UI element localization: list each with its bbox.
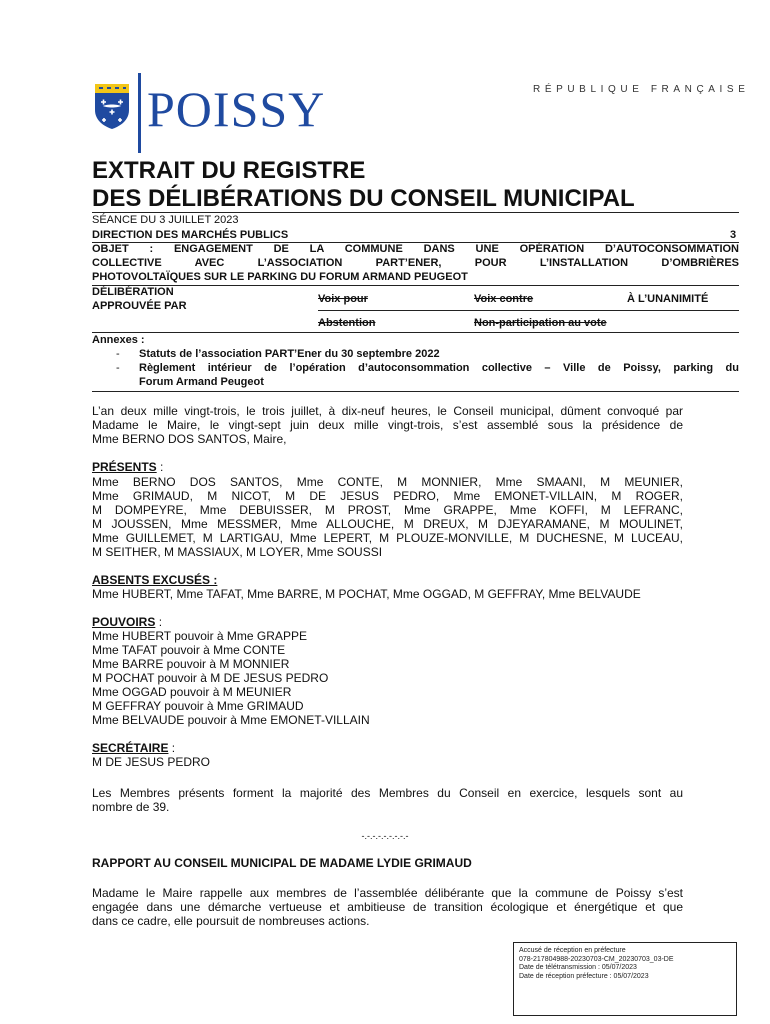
pouvoir-line-3: Mme BARRE pouvoir à M MONNIER (92, 657, 290, 671)
vote-non-participation: Non-participation au vote (474, 317, 607, 329)
rapport-line-1: Madame le Maire rappelle aux membres de l’assemblée délibérante que la commune de Poissy s’est (92, 886, 683, 900)
pouvoir-line-4: M POCHAT pouvoir à M DE JESUS PEDRO (92, 671, 329, 685)
pouvoir-line-5: Mme OGGAD pouvoir à M MEUNIER (92, 685, 292, 699)
absents-heading: ABSENTS EXCUSÉS : (92, 573, 218, 587)
pouvoirs-colon: : (155, 615, 163, 629)
pouvoir-line-6: M GEFFRAY pouvoir à Mme GRIMAUD (92, 699, 304, 713)
presents-colon: : (156, 460, 164, 474)
vote-abstention: Abstention (318, 317, 376, 329)
direction-label: DIRECTION DES MARCHÉS PUBLICS (92, 229, 289, 241)
pouvoir-line-7: Mme BELVAUDE pouvoir à Mme EMONET-VILLAIN (92, 713, 370, 727)
vote-rule (318, 310, 739, 311)
annexes-label: Annexes : (92, 334, 145, 346)
vote-voix-pour: Voix pour (318, 293, 368, 305)
stamp-line-3: Date de télétransmission : 05/07/2023 (519, 964, 637, 971)
annex-item-2-cont: Forum Armand Peugeot (139, 376, 264, 388)
document-title (92, 157, 742, 213)
annexes-rule (92, 391, 739, 392)
title-rule (92, 212, 739, 213)
title-line-1: EXTRAIT DU REGISTRE (92, 157, 366, 184)
rapport-heading: RAPPORT AU CONSEIL MUNICIPAL DE MADAME LYDIE GRIMAUD (92, 856, 472, 870)
logo-divider (138, 73, 141, 153)
intro-line-2: Madame le Maire, le vingt-sept juin deux mille vingt-trois, s’est assemblé sous la présidence de (92, 418, 683, 432)
pouvoirs-heading (92, 615, 162, 630)
presents-line-1: Mme BERNO DOS SANTOS, Mme CONTE, M MONNIER, Mme SMAANI, M MEUNIER, (92, 475, 683, 489)
secretaire-heading (92, 741, 175, 756)
secretaire-colon: : (168, 741, 176, 755)
vote-bottom-rule (92, 332, 739, 333)
annex-bullet-2: - (116, 362, 120, 374)
presents-heading (92, 460, 163, 475)
objet-line-2: COLLECTIVE AVEC L’ASSOCIATION PART’ENER, POUR L’INSTALLATION D’OMBRIÈRES (92, 257, 739, 269)
prefecture-receipt-stamp (513, 942, 737, 1016)
objet-rule (92, 285, 739, 286)
rapport-line-2: engagée dans une démarche vertueuse et ambitieuse de transition écologique et énergétique et que (92, 900, 683, 914)
presents-heading-label: PRÉSENTS (92, 460, 157, 474)
vote-voix-contre: Voix contre (474, 293, 534, 305)
vote-label-1: DÉLIBÉRATION (92, 286, 174, 298)
title-line-2: DES DÉLIBÉRATIONS DU CONSEIL MUNICIPAL (92, 185, 635, 212)
presents-line-5: Mme GUILLEMET, M LARTIGAU, Mme LEPERT, M PLOUZE-MONVILLE, M DUCHESNE, M LUCEAU, (92, 531, 683, 545)
stamp-line-1: Accusé de réception en préfecture (519, 947, 626, 954)
presents-line-6: M SEITHER, M MASSIAUX, M LOYER, Mme SOUSSI (92, 545, 383, 559)
objet-line-3: PHOTOVOLTAÏQUES SUR LE PARKING DU FORUM ARMAND PEUGEOT (92, 271, 468, 283)
secretaire-name: M DE JESUS PEDRO (92, 755, 211, 769)
secretaire-heading-label: SECRÉTAIRE (92, 741, 169, 755)
section-separator: -.-.-.-.-.-.-.-.- (361, 831, 409, 841)
stamp-line-2: 078-217804988-20230703-CM_20230703_03-DE (519, 955, 674, 963)
poissy-logo (93, 73, 343, 153)
pouvoir-line-1: Mme HUBERT pouvoir à Mme GRAPPE (92, 629, 307, 643)
pouvoir-line-2: Mme TAFAT pouvoir à Mme CONTE (92, 643, 286, 657)
quorum-line-1: Les Membres présents forment la majorité des Membres du Conseil en exercice, lesquels sont au (92, 786, 683, 800)
deliberation-number: 3 (730, 229, 737, 241)
vote-label-2: APPROUVÉE PAR (92, 300, 187, 312)
annex-item-2: Règlement intérieur de l’opération d’autoconsommation collective – Ville de Poissy, parking du (139, 362, 739, 374)
stamp-line-4: Date de réception préfecture : 05/07/2023 (519, 972, 649, 980)
pouvoirs-heading-label: POUVOIRS (92, 615, 156, 629)
intro-line-3: Mme BERNO DOS SANTOS, Maire, (92, 432, 287, 446)
vote-unanimite: À L’UNANIMITÉ (627, 293, 709, 305)
presents-line-3: M DOMPEYRE, Mme DEBUISSER, M PROST, Mme GRAPPE, Mme KOFFI, M LEFRANC, (92, 503, 683, 517)
city-coat-of-arms-icon (93, 82, 131, 130)
republique-francaise: RÉPUBLIQUE FRANÇAISE (533, 84, 750, 95)
presents-line-2: Mme GRIMAUD, M NICOT, M DE JESUS PEDRO, Mme EMONET-VILLAIN, M ROGER, (92, 489, 683, 503)
intro-line-1: L’an deux mille vingt-trois, le trois juillet, à dix-neuf heures, le Conseil municipal, dûment convoqué par (92, 404, 683, 418)
absents-list: Mme HUBERT, Mme TAFAT, Mme BARRE, M POCHAT, Mme OGGAD, M GEFFRAY, Mme BELVAUDE (92, 587, 641, 601)
annex-item-1: Statuts de l’association PART’Ener du 30 septembre 2022 (139, 348, 440, 360)
quorum-line-2: nombre de 39. (92, 800, 170, 814)
annex-bullet-1: - (116, 348, 120, 360)
seance-date: SÉANCE DU 3 JUILLET 2023 (92, 214, 239, 226)
presents-line-4: M JOUSSEN, Mme MESSMER, Mme ALLOUCHE, M DREUX, M DJEYARAMANE, M MOULINET, (92, 517, 683, 531)
logo-wordmark: POISSY (147, 81, 326, 137)
objet-line-1: OBJET : ENGAGEMENT DE LA COMMUNE DANS UNE OPÉRATION D’AUTOCONSOMMATION (92, 243, 739, 255)
rapport-line-3: dans ce cadre, elle poursuit de nombreuses actions. (92, 914, 370, 928)
